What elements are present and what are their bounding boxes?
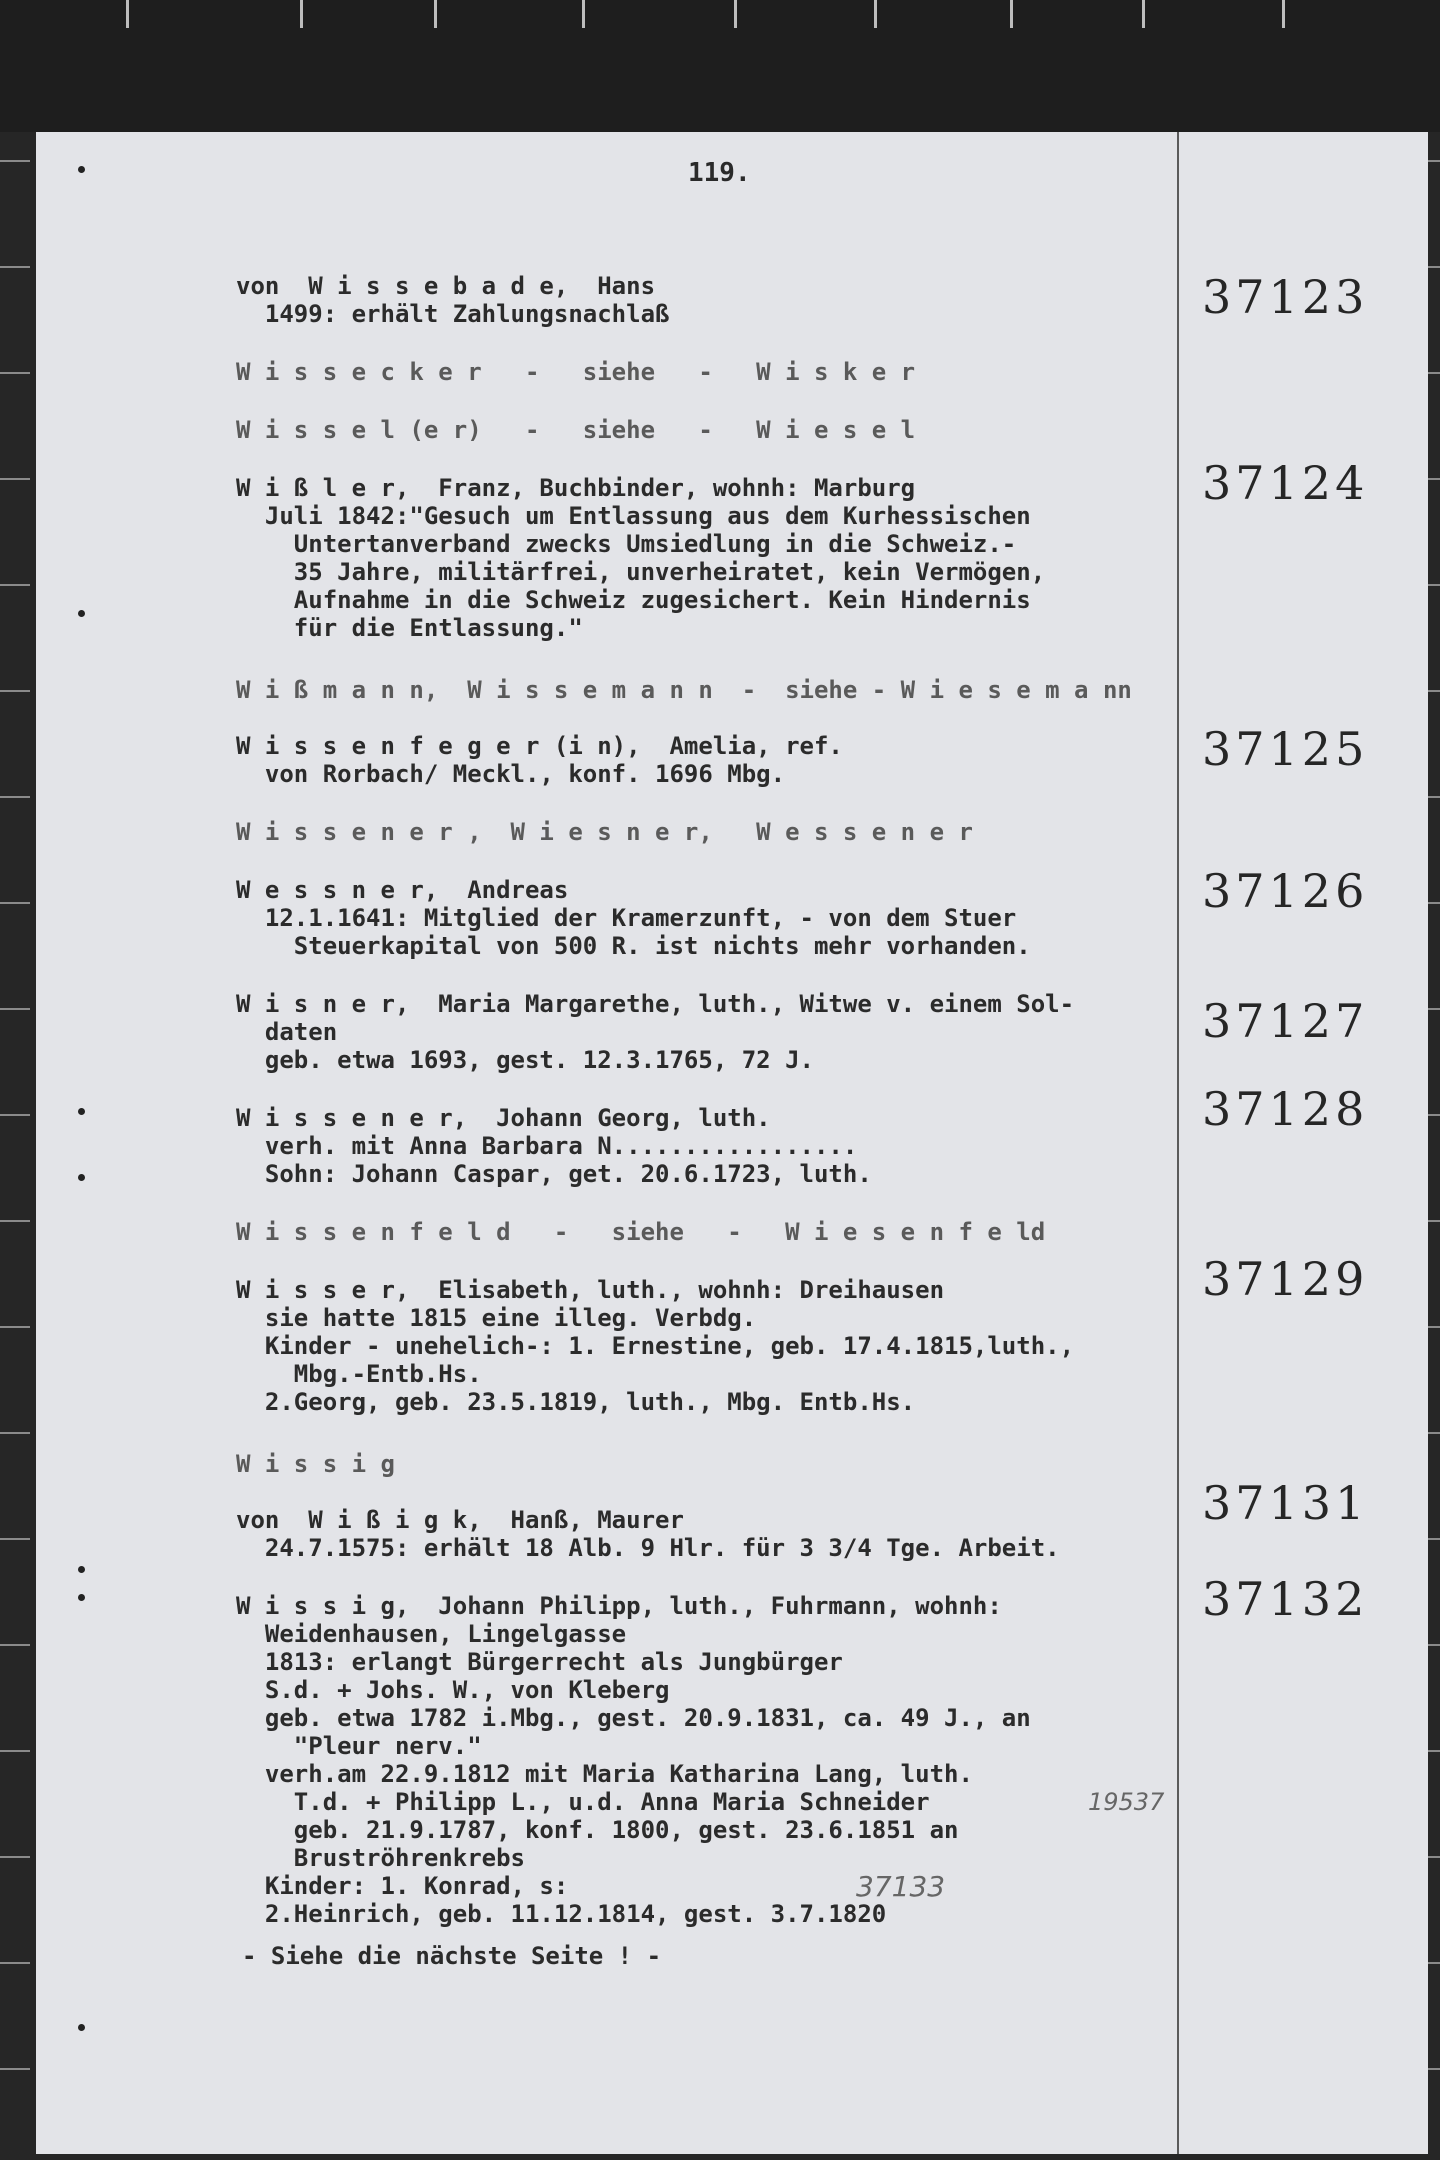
- entry-line: Juli 1842:"Gesuch um Entlassung aus dem Kurhessischen: [236, 502, 1031, 530]
- ruler-mark: [1428, 478, 1440, 480]
- entry-number: 37131: [1202, 1476, 1369, 1530]
- entry-line: "Pleur nerv.": [236, 1732, 482, 1760]
- entry-line: Weidenhausen, Lingelgasse: [236, 1620, 627, 1648]
- entry-headline: von W i s s e b a d e, Hans: [236, 272, 656, 300]
- ruler-mark: [0, 1644, 30, 1646]
- cross-reference: W i s s e l (e r) - siehe - W i e s e l: [236, 416, 916, 444]
- entry-line: Kinder: 1. Konrad, s:: [236, 1872, 569, 1900]
- margin-rule: [1177, 132, 1179, 2154]
- entry-line: Sohn: Johann Caspar, get. 20.6.1723, luth.: [236, 1160, 872, 1188]
- entry-line: 1499: erhält Zahlungsnachlaß: [236, 300, 670, 328]
- entry-line: 24.7.1575: erhält 18 Alb. 9 Hlr. für 3 3/4 Tge. Arbeit.: [236, 1534, 1060, 1562]
- entry-line: 1813: erlangt Bürgerrecht als Jungbürger: [236, 1648, 843, 1676]
- entry-line: Aufnahme in die Schweiz zugesichert. Kein Hindernis: [236, 586, 1031, 614]
- left-scanner-ruler: [0, 132, 36, 2160]
- punch-hole: [78, 166, 85, 173]
- ruler-mark: [0, 1856, 30, 1858]
- ruler-mark: [1428, 690, 1440, 692]
- entry-line: Mbg.-Entb.Hs.: [236, 1360, 482, 1388]
- ruler-mark: [1428, 1008, 1440, 1010]
- ruler-mark: [0, 1750, 30, 1752]
- ruler-tick: [434, 0, 437, 28]
- entry-number: 37124: [1202, 456, 1369, 510]
- ruler-mark: [1428, 1750, 1440, 1752]
- entry-number: 37125: [1202, 722, 1369, 776]
- ruler-mark: [1428, 266, 1440, 268]
- entry-line: geb. etwa 1782 i.Mbg., gest. 20.9.1831, ca. 49 J., an: [236, 1704, 1031, 1732]
- ruler-mark: [1428, 1644, 1440, 1646]
- cross-reference: W i s s e c k e r - siehe - W i s k e r: [236, 358, 916, 386]
- ruler-tick: [734, 0, 737, 28]
- page-number: 119.: [688, 158, 751, 188]
- entry-line: Kinder - unehelich-: 1. Ernestine, geb. 17.4.1815,luth.,: [236, 1332, 1075, 1360]
- ruler-mark: [0, 1220, 30, 1222]
- punch-hole: [78, 1566, 85, 1573]
- entry-line: verh. mit Anna Barbara N.................: [236, 1132, 858, 1160]
- ruler-mark: [1428, 1962, 1440, 1964]
- entry-number: 37129: [1202, 1252, 1369, 1306]
- ruler-tick: [582, 0, 585, 28]
- cross-reference: W i s s i g: [236, 1450, 395, 1478]
- ruler-mark: [1428, 902, 1440, 904]
- entry-line: 12.1.1641: Mitglied der Kramerzunft, - von dem Stuer: [236, 904, 1017, 932]
- ruler-mark: [1428, 584, 1440, 586]
- ruler-mark: [0, 266, 30, 268]
- entry-line: verh.am 22.9.1812 mit Maria Katharina Lang, luth.: [236, 1760, 973, 1788]
- ruler-tick: [1142, 0, 1145, 28]
- ruler-mark: [1428, 160, 1440, 162]
- entry-line: geb. etwa 1693, gest. 12.3.1765, 72 J.: [236, 1046, 814, 1074]
- ruler-mark: [1428, 372, 1440, 374]
- entry-headline: W i s s e r, Elisabeth, luth., wohnh: Dreihausen: [236, 1276, 945, 1304]
- entry-line: daten: [236, 1018, 338, 1046]
- scanner-top-band: [0, 0, 1440, 132]
- ruler-tick: [300, 0, 303, 28]
- ruler-mark: [0, 902, 30, 904]
- ruler-mark: [0, 1326, 30, 1328]
- ruler-mark: [1428, 1326, 1440, 1328]
- punch-hole: [78, 1108, 85, 1115]
- entry-headline: W e s s n e r, Andreas: [236, 876, 569, 904]
- entry-line: von Rorbach/ Meckl., konf. 1696 Mbg.: [236, 760, 786, 788]
- ruler-mark: [1428, 2068, 1440, 2070]
- entry-line: S.d. + Johs. W., von Kleberg: [236, 1676, 670, 1704]
- cross-reference: W i ß m a n n, W i s s e m a n n - siehe - W i e s e m a nn: [236, 676, 1132, 704]
- entry-line: Untertanverband zwecks Umsiedlung in die Schweiz.-: [236, 530, 1017, 558]
- entry-headline: W i s s e n f e g e r (i n), Amelia, ref.: [236, 732, 843, 760]
- handwritten-reference: 37133: [856, 1870, 946, 1903]
- entry-number: 37128: [1202, 1082, 1369, 1136]
- continuation-note: - Siehe die nächste Seite ! -: [242, 1942, 662, 1970]
- right-scanner-ruler: [1428, 132, 1440, 2160]
- ruler-mark: [1428, 1220, 1440, 1222]
- ruler-mark: [0, 1008, 30, 1010]
- entry-headline: W i s s i g, Johann Philipp, luth., Fuhrmann, wohnh:: [236, 1592, 1002, 1620]
- cross-reference: W i s s e n f e l d - siehe - W i e s e n f e ld: [236, 1218, 1046, 1246]
- entry-line: 35 Jahre, militärfrei, unverheiratet, kein Vermögen,: [236, 558, 1046, 586]
- cross-reference: W i s s e n e r , W i e s n e r, W e s s e n e r: [236, 818, 973, 846]
- ruler-tick: [874, 0, 877, 28]
- ruler-mark: [0, 2068, 30, 2070]
- ruler-tick: [1010, 0, 1013, 28]
- ruler-mark: [0, 690, 30, 692]
- entry-headline: W i ß l e r, Franz, Buchbinder, wohnh: Marburg: [236, 474, 916, 502]
- ruler-mark: [0, 372, 30, 374]
- ruler-mark: [0, 1962, 30, 1964]
- entry-line: 2.Heinrich, geb. 11.12.1814, gest. 3.7.1820: [236, 1900, 887, 1928]
- ruler-mark: [0, 796, 30, 798]
- entry-number: 37123: [1202, 270, 1369, 324]
- ruler-mark: [1428, 1114, 1440, 1116]
- entry-line: Steuerkapital von 500 R. ist nichts mehr vorhanden.: [236, 932, 1031, 960]
- entry-line: T.d. + Philipp L., u.d. Anna Maria Schneider: [236, 1788, 930, 1816]
- entry-line: 2.Georg, geb. 23.5.1819, luth., Mbg. Entb.Hs.: [236, 1388, 916, 1416]
- ruler-mark: [0, 160, 30, 162]
- ruler-mark: [1428, 796, 1440, 798]
- punch-hole: [78, 2024, 85, 2031]
- document-page: [36, 132, 1428, 2154]
- entry-line: sie hatte 1815 eine illeg. Verbdg.: [236, 1304, 757, 1332]
- ruler-mark: [1428, 1538, 1440, 1540]
- entry-headline: von W i ß i g k, Hanß, Maurer: [236, 1506, 684, 1534]
- ruler-mark: [1428, 1432, 1440, 1434]
- punch-hole: [78, 610, 85, 617]
- ruler-tick: [126, 0, 129, 28]
- entry-line: für die Entlassung.": [236, 614, 583, 642]
- entry-headline: W i s s e n e r, Johann Georg, luth.: [236, 1104, 771, 1132]
- ruler-mark: [1428, 1856, 1440, 1858]
- punch-hole: [78, 1594, 85, 1601]
- entry-line: Bruströhrenkrebs: [236, 1844, 525, 1872]
- ruler-mark: [0, 1538, 30, 1540]
- entry-line: geb. 21.9.1787, konf. 1800, gest. 23.6.1851 an: [236, 1816, 959, 1844]
- ruler-mark: [0, 478, 30, 480]
- ruler-mark: [0, 584, 30, 586]
- ruler-mark: [0, 1114, 30, 1116]
- punch-hole: [78, 1174, 85, 1181]
- entry-number: 37126: [1202, 864, 1369, 918]
- ruler-tick: [1282, 0, 1285, 28]
- entry-number: 37127: [1202, 994, 1369, 1048]
- ruler-mark: [0, 1432, 30, 1434]
- entry-number: 37132: [1202, 1572, 1369, 1626]
- handwritten-reference: 19537: [1088, 1788, 1165, 1816]
- entry-headline: W i s n e r, Maria Margarethe, luth., Witwe v. einem Sol-: [236, 990, 1075, 1018]
